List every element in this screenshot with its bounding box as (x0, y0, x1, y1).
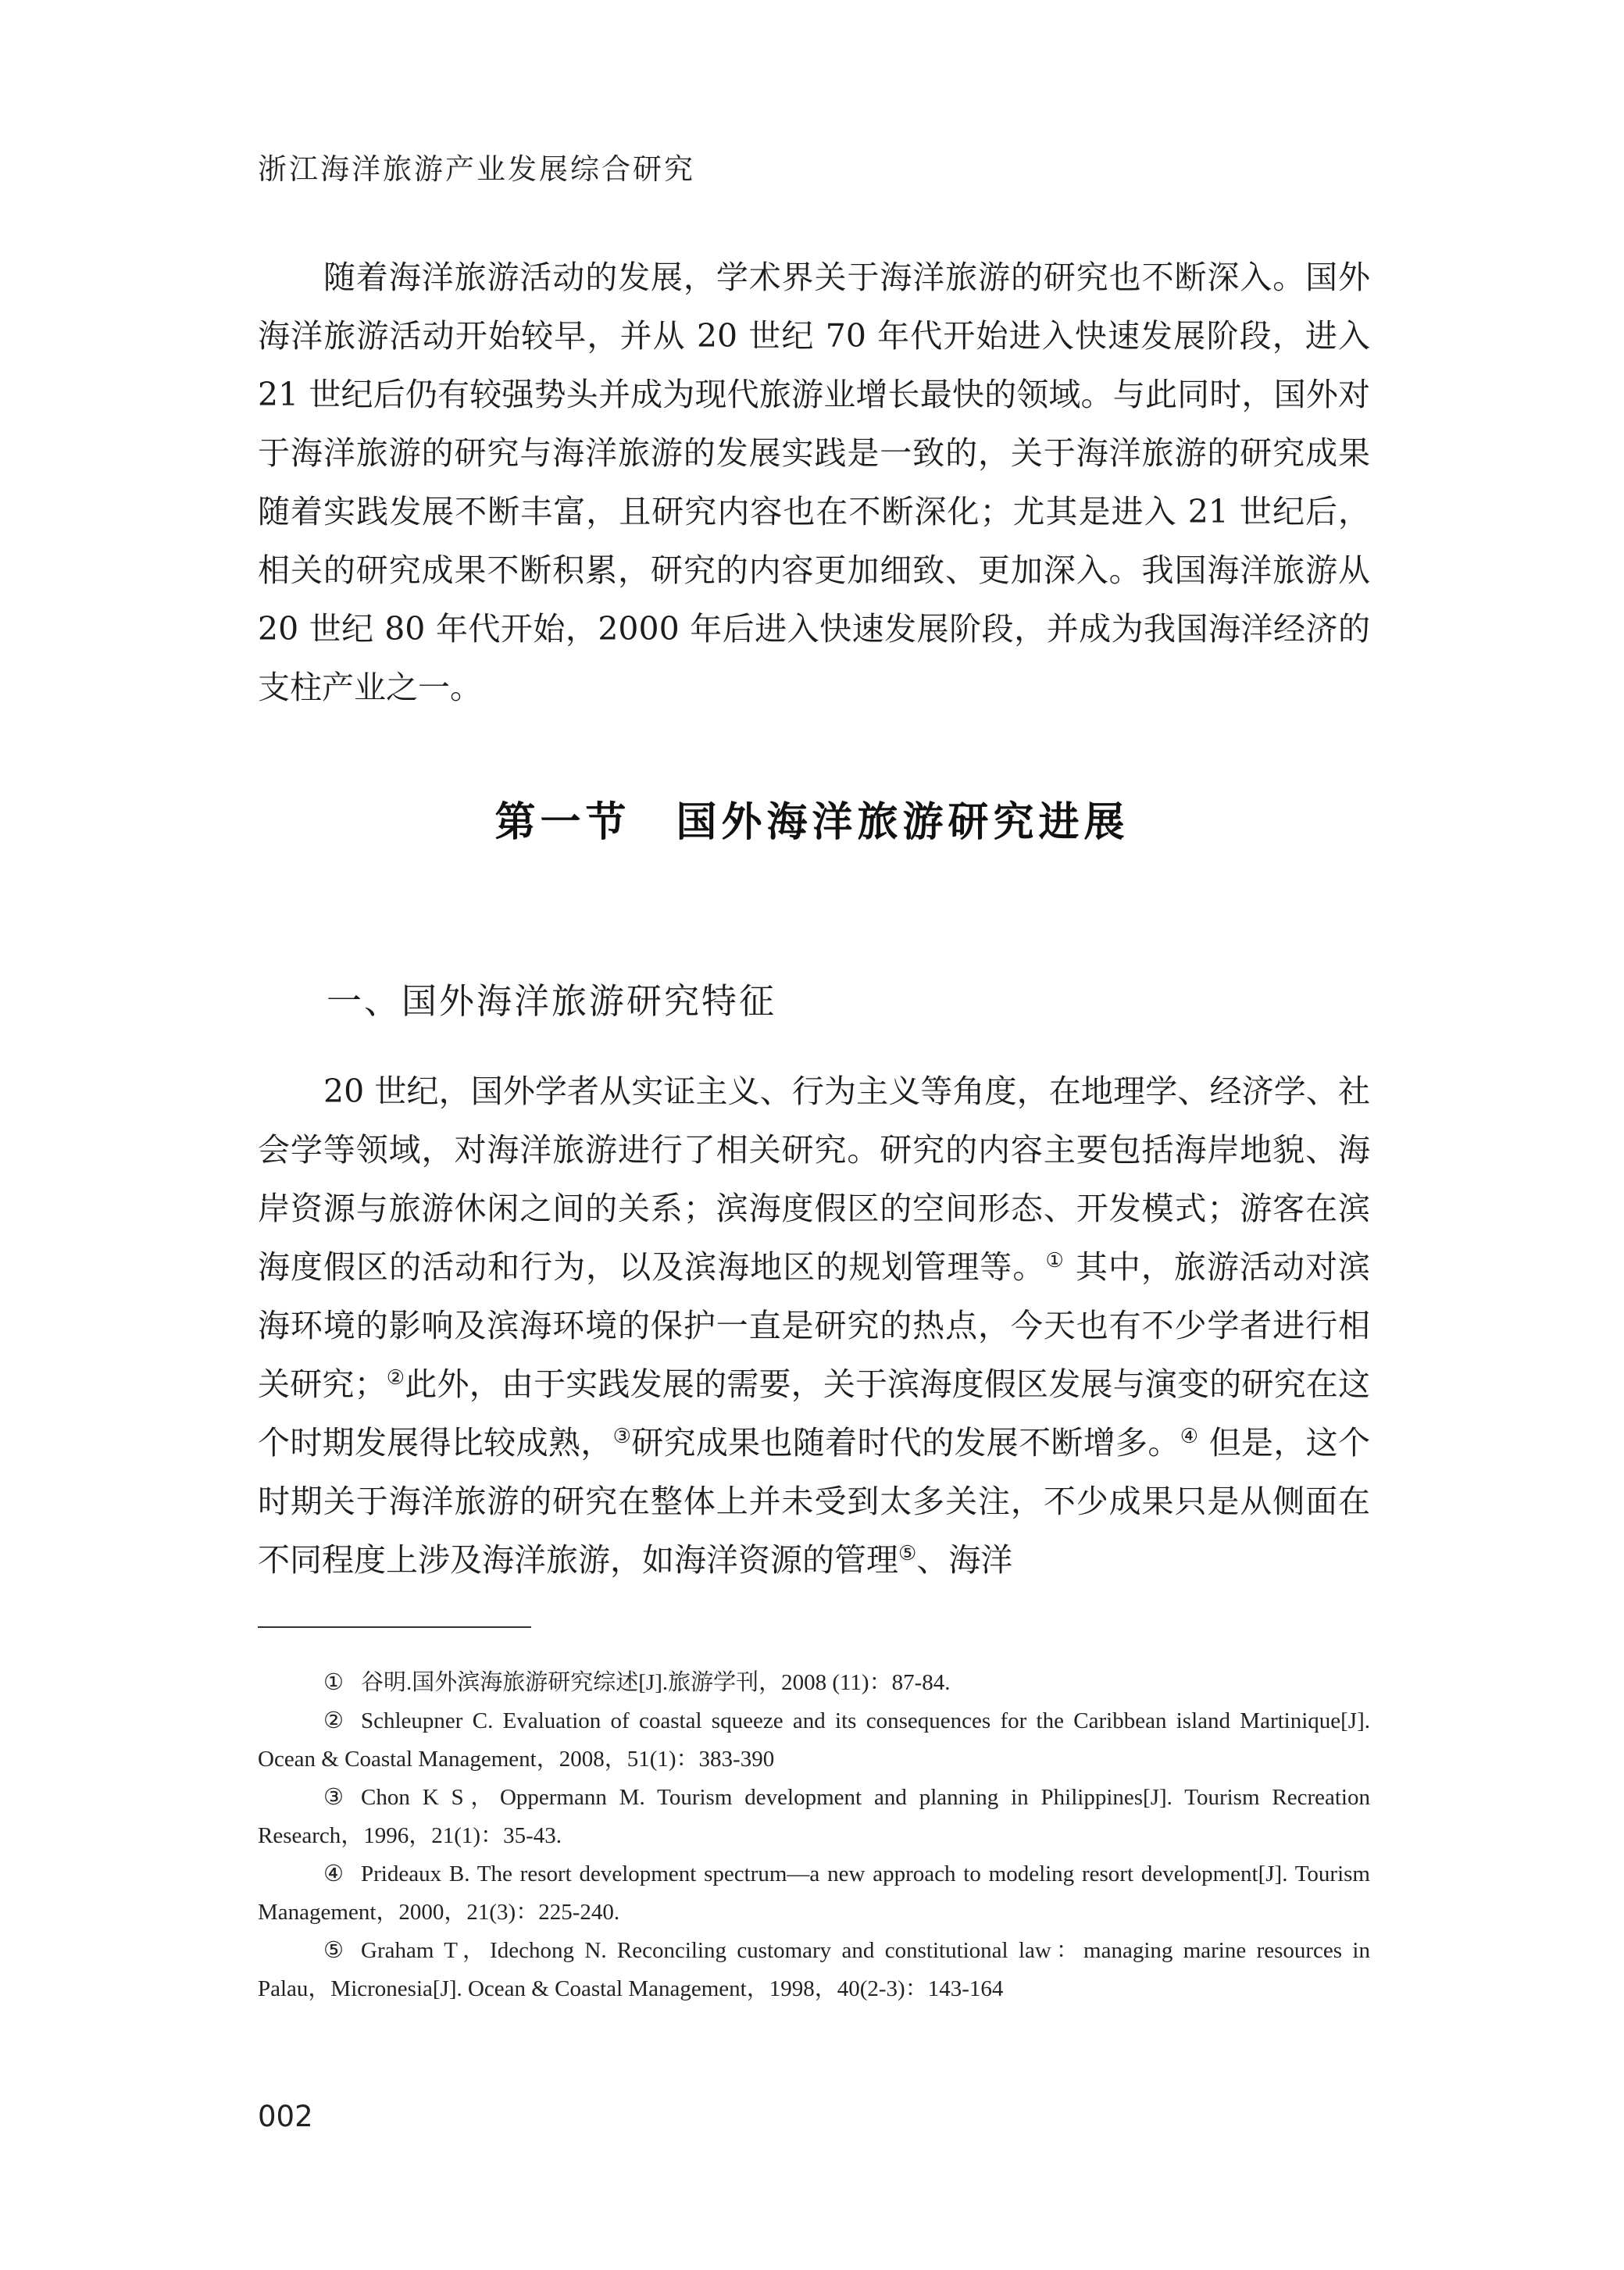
intro-paragraph: 随着海洋旅游活动的发展，学术界关于海洋旅游的研究也不断深入。国外海洋旅游活动开始较早，并从 20 世纪 70 年代开始进入快速发展阶段，进入 21 世纪后仍有较强势头并成为现代旅游业增长最快的领域。与此同时，国外对于海洋旅游的研究与海洋旅游的发展实践是一致的，关于海洋旅游的研究成果随着实践发展不断丰富，且研究内容也在不断深化；尤其是进入 21 世纪后，相关的研究成果不断积累，研究的内容更加细致、更加深入。我国海洋旅游从 20 世纪 80 年代开始，2000 年后进入快速发展阶段，并成为我国海洋经济的支柱产业之一。 (258, 259, 1370, 706)
main-paragraph (258, 1062, 1370, 1590)
footnote-text: Graham T，Idechong N. Reconciling customary and constitutional law：managing marine resources in Palau，Micronesia[J]. Ocean & Coastal Management，1998，40(2-3)：143-164 (258, 1938, 1370, 2001)
footnote-1 (258, 1664, 1370, 1702)
footnote-divider (258, 1626, 531, 1628)
footnote-text: 谷明.国外滨海旅游研究综述[J].旅游学刊，2008 (11)：87-84. (361, 1670, 951, 1695)
footnote-marker: ② (323, 1708, 344, 1733)
subsection-title: 一、国外海洋旅游研究特征 (327, 980, 777, 1022)
footnote-marker: ① (323, 1670, 344, 1695)
section-title: 第一节 国外海洋旅游研究进展 (494, 799, 1130, 846)
footnotes (258, 1664, 1370, 2008)
paragraph-segment: 此外，由于实践发展的需要，关于滨海度假区发展与演变的研究在这个时期发展得比较成熟， (258, 1365, 1370, 1462)
footnote-text: Schleupner C. Evaluation of coastal squeeze and its consequences for the Caribbean island Martinique[J]. Ocean & Coastal Management，2008，51(1)：383-390 (258, 1708, 1370, 1772)
footnote-marker: ④ (323, 1861, 344, 1886)
footnote-text: Chon K S，Oppermann M. Tourism development and planning in Philippines[J]. Tourism Recreation Research，1996，21(1)：35-43. (258, 1785, 1370, 1848)
paragraph-segment: 但是，这个时期关于海洋旅游的研究在整体上并未受到太多关注，不少成果只是从侧面在不同程度上涉及海洋旅游，如海洋资源的管理 (258, 1424, 1371, 1579)
footnote-ref-2[interactable]: ② (386, 1366, 405, 1390)
footnote-ref-5[interactable]: ⑤ (898, 1542, 917, 1565)
footnote-ref-3[interactable]: ③ (612, 1425, 632, 1448)
paragraph-segment: 研究成果也随着时代的发展不断增多。 (631, 1424, 1180, 1462)
footnote-4 (258, 1855, 1370, 1932)
footnote-text: Prideaux B. The resort development spectrum—a new approach to modeling resort development[J]. Tourism Management，2000，21(3)：225-240. (258, 1861, 1370, 1925)
footnote-marker: ⑤ (323, 1938, 344, 1963)
footnote-ref-4[interactable]: ④ (1180, 1425, 1199, 1448)
running-head: 浙江海洋旅游产业发展综合研究 (258, 152, 695, 186)
footnote-2 (258, 1702, 1370, 1779)
page-number: 002 (258, 2100, 313, 2133)
paragraph-segment: 20 世纪，国外学者从实证主义、行为主义等角度，在地理学、经济学、社会学等领域，对海洋旅游进行了相关研究。研究的内容主要包括海岸地貌、海岸资源与旅游休闲之间的关系；滨海度假区的空间形态、开发模式；游客在滨海度假区的活动和行为，以及滨海地区的规划管理等。 (258, 1073, 1370, 1286)
footnote-3 (258, 1779, 1370, 1855)
footnote-5 (258, 1932, 1370, 2008)
footnote-ref-1[interactable]: ① (1045, 1249, 1065, 1272)
paragraph-segment: 其中，旅游活动对滨海环境的影响及滨海环境的保护一直是研究的热点，今天也有不少学者进行相关研究； (258, 1248, 1370, 1403)
paragraph-segment: 、海洋 (916, 1541, 1013, 1579)
footnote-marker: ③ (323, 1785, 344, 1810)
